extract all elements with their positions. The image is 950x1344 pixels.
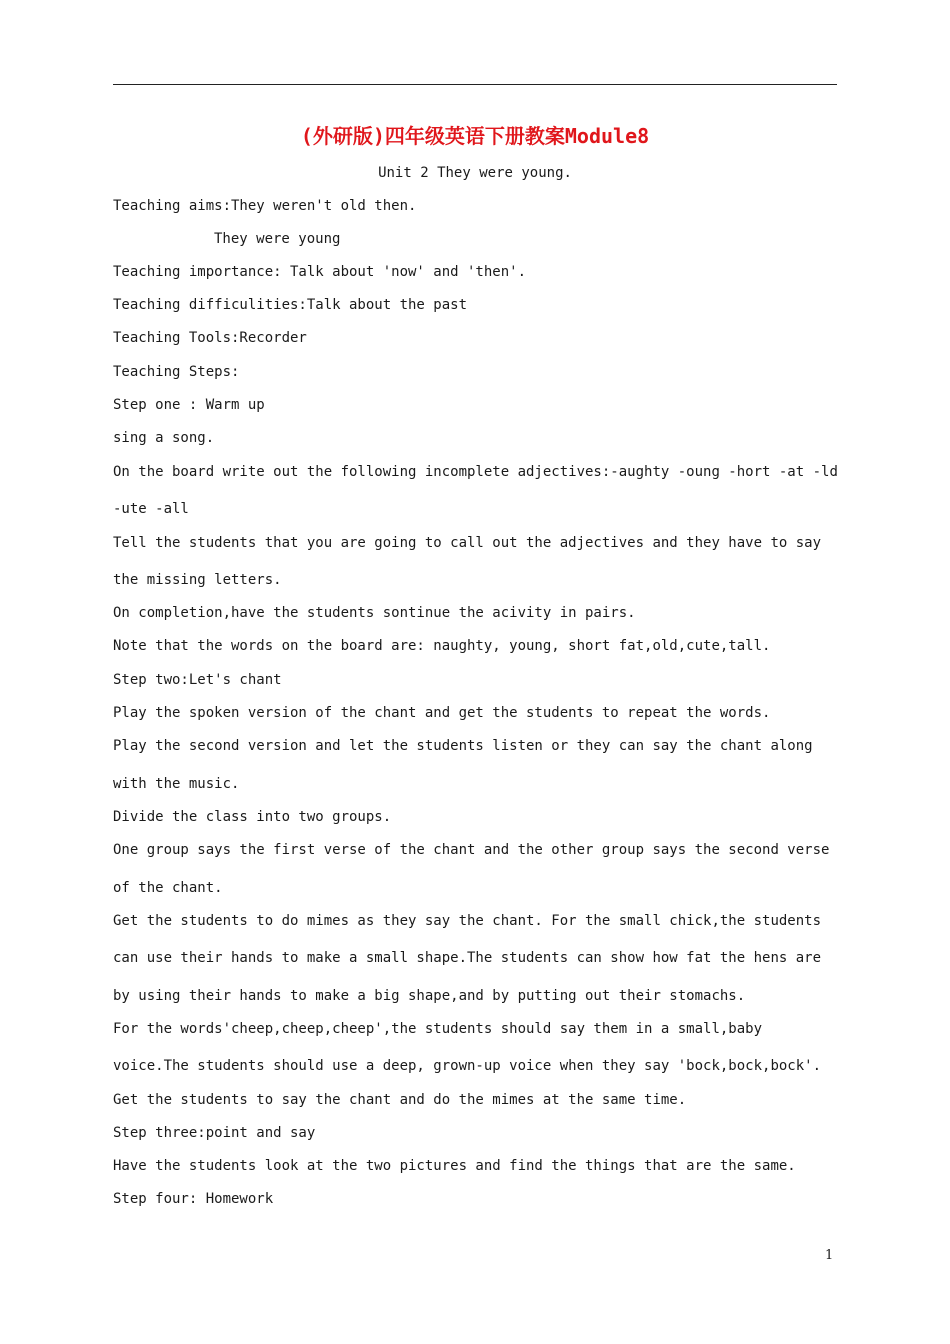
body-line: Note that the words on the board are: naughty, young, short fat,old,cute,tall. (113, 638, 771, 654)
body-line: Have the students look at the two pictures and find the things that are the same. (113, 1158, 796, 1174)
step-two-heading: Step two:Let's chant (113, 672, 282, 688)
teaching-aims-line: Teaching aims:They weren't old then. (113, 198, 417, 214)
teaching-steps-heading: Teaching Steps: (113, 364, 240, 380)
step-three-heading: Step three:point and say (113, 1125, 316, 1141)
body-line: On the board write out the following incomplete adjectives:-aughty -oung -hort -at -ld (113, 464, 838, 480)
body-line: On completion,have the students sontinue the acivity in pairs. (113, 605, 636, 621)
page-number: 1 (825, 1248, 834, 1263)
unit-subtitle: Unit 2 They were young. (378, 165, 572, 181)
step-one-heading: Step one : Warm up (113, 397, 265, 413)
teaching-difficulties-line: Teaching difficulities:Talk about the past (113, 297, 468, 313)
body-line: Get the students to say the chant and do the mimes at the same time. (113, 1092, 687, 1108)
body-line: sing a song. (113, 430, 215, 446)
body-line: One group says the first verse of the chant and the other group says the second verse (113, 842, 830, 858)
body-line: Get the students to do mimes as they say the chant. For the small chick,the students (113, 913, 822, 929)
teaching-tools-line: Teaching Tools:Recorder (113, 330, 307, 346)
body-line: by using their hands to make a big shape,and by putting out their stomachs. (113, 988, 746, 1004)
body-line: Play the second version and let the students listen or they can say the chant along (113, 738, 813, 754)
step-four-heading: Step four: Homework (113, 1191, 274, 1207)
body-line: can use their hands to make a small shape.The students can show how fat the hens are (113, 950, 822, 966)
body-line: Tell the students that you are going to call out the adjectives and they have to say (113, 535, 822, 551)
body-line: Divide the class into two groups. (113, 809, 392, 825)
body-line: the missing letters. (113, 572, 282, 588)
body-line: For the words'cheep,cheep,cheep',the students should say them in a small,baby (113, 1021, 763, 1037)
body-line: -ute -all (113, 501, 189, 517)
body-line: voice.The students should use a deep, grown-up voice when they say 'bock,bock,bock'. (113, 1058, 822, 1074)
body-line: Play the spoken version of the chant and get the students to repeat the words. (113, 705, 771, 721)
teaching-importance-line: Teaching importance: Talk about 'now' and 'then'. (113, 264, 527, 280)
document-title: (外研版)四年级英语下册教案Module8 (300, 124, 650, 148)
body-line: of the chant. (113, 880, 223, 896)
body-line: with the music. (113, 776, 240, 792)
header-rule (113, 84, 837, 85)
teaching-aims-line-2: They were young (214, 231, 341, 247)
